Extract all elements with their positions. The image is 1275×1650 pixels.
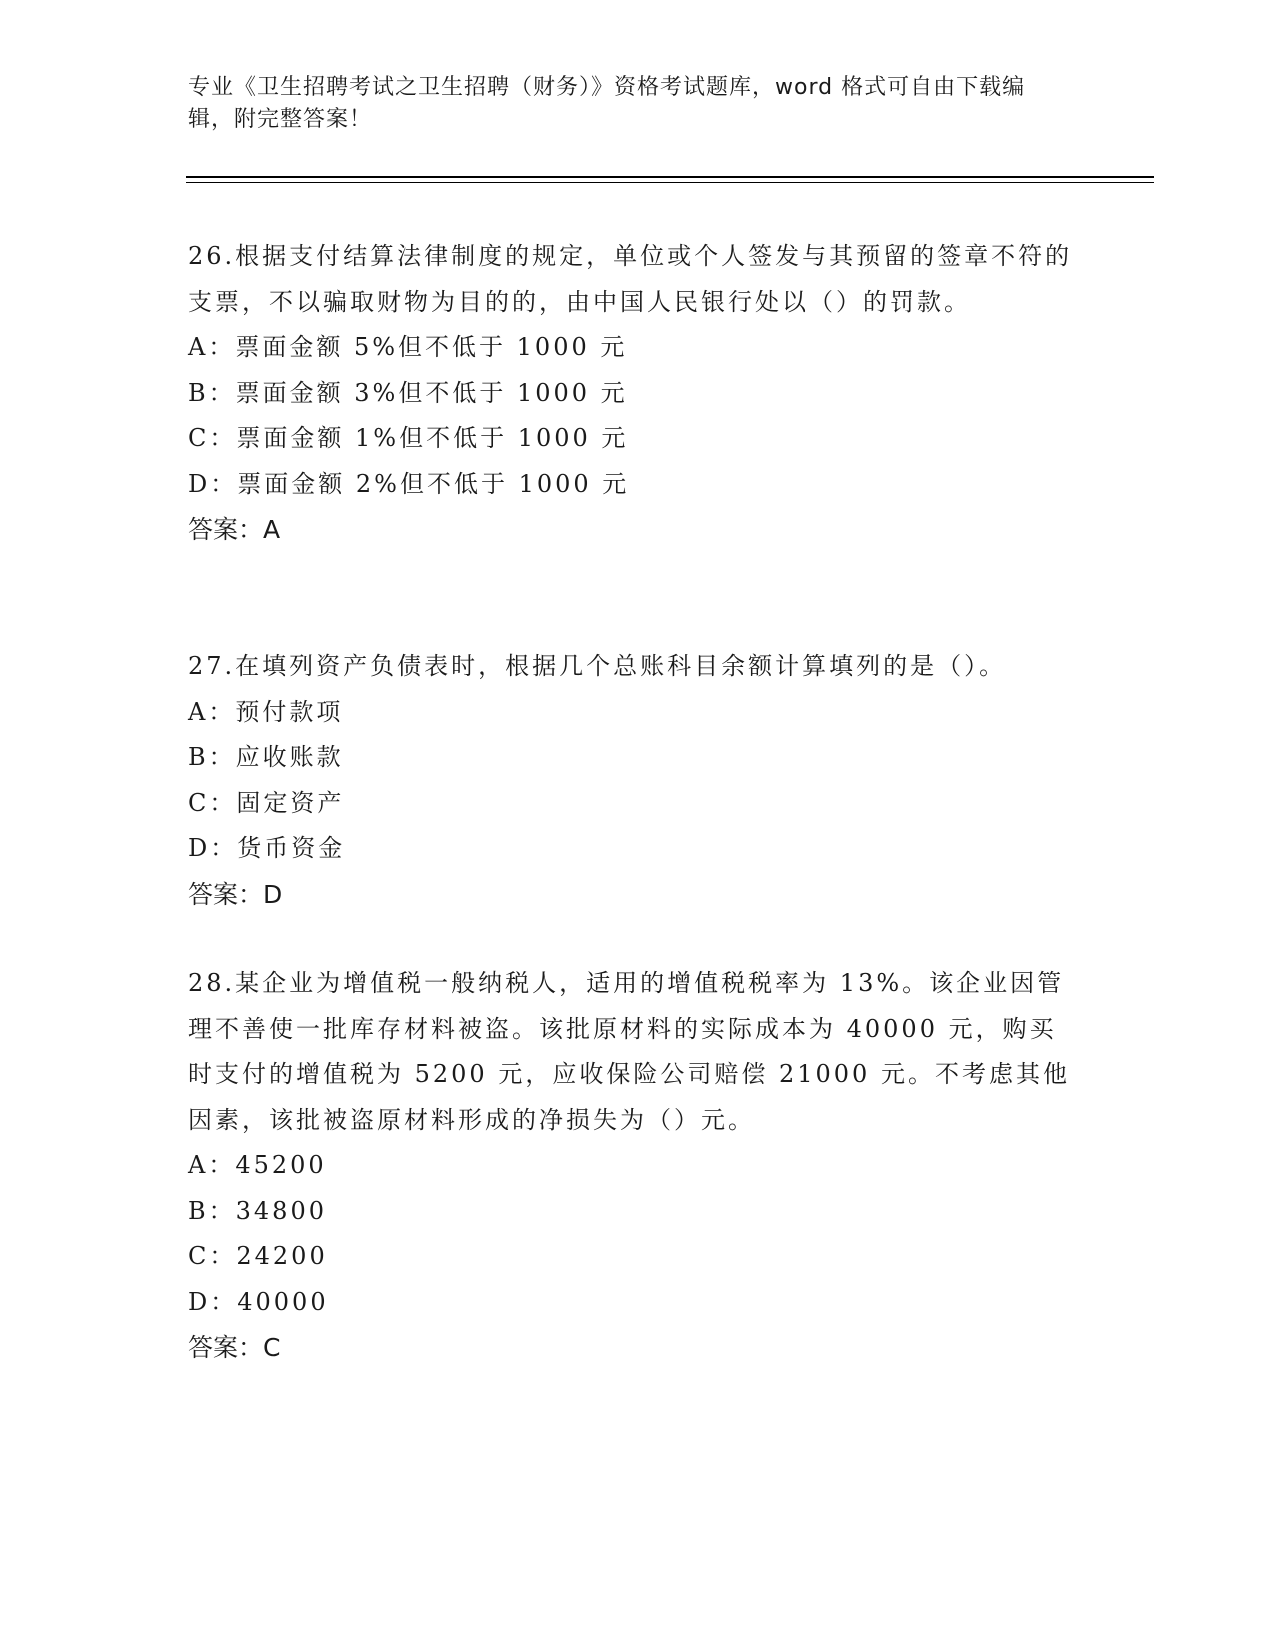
answer-line: 答案：D [188,879,283,909]
header-divider-thick [186,176,1154,178]
option-a: A：预付款项 [188,697,344,726]
option-b: B：票面金额 3%但不低于 1000 元 [188,378,628,407]
option-a: A：45200 [188,1151,327,1179]
option-b: B：34800 [188,1196,327,1225]
option-c: C：固定资产 [188,788,345,817]
option-d: D：货币资金 [188,834,346,862]
answer-line: 答案：C [188,1333,281,1362]
question-27 [188,644,1078,917]
question-stem: 28.某企业为增值税一般纳税人，适用的增值税税率为 13%。该企业因管理不善使一批库存材料被盗。该批原材料的实际成本为 40000 元，购买时支付的增值税为 5200 元，应收保险公司赔偿 21000 元。不考虑其他因素，该批被盗原材料形成的净损失为（）元。 [188,969,1070,1134]
option-b: B：应收账款 [188,743,344,771]
option-c: C：24200 [188,1242,328,1270]
question-stem: 26.根据支付结算法律制度的规定，单位或个人签发与其预留的签章不符的支票，不以骗取财物为目的的，由中国人民银行处以（）的罚款。 [188,242,1073,316]
header-divider-thin [186,182,1154,183]
document-header: 专业《卫生招聘考试之卫生招聘（财务）》资格考试题库，word 格式可自由下载编辑，附完整答案！ [188,75,1026,132]
option-a: A：票面金额 5%但不低于 1000 元 [188,333,628,361]
question-28 [188,961,1078,1371]
option-d: D：票面金额 2%但不低于 1000 元 [188,469,630,498]
answer-line: 答案：A [188,515,281,544]
option-c: C：票面金额 1%但不低于 1000 元 [188,424,629,452]
question-26 [188,234,1078,553]
question-stem: 27.在填列资产负债表时，根据几个总账科目余额计算填列的是（）。 [188,652,1007,680]
option-d: D：40000 [188,1287,329,1316]
